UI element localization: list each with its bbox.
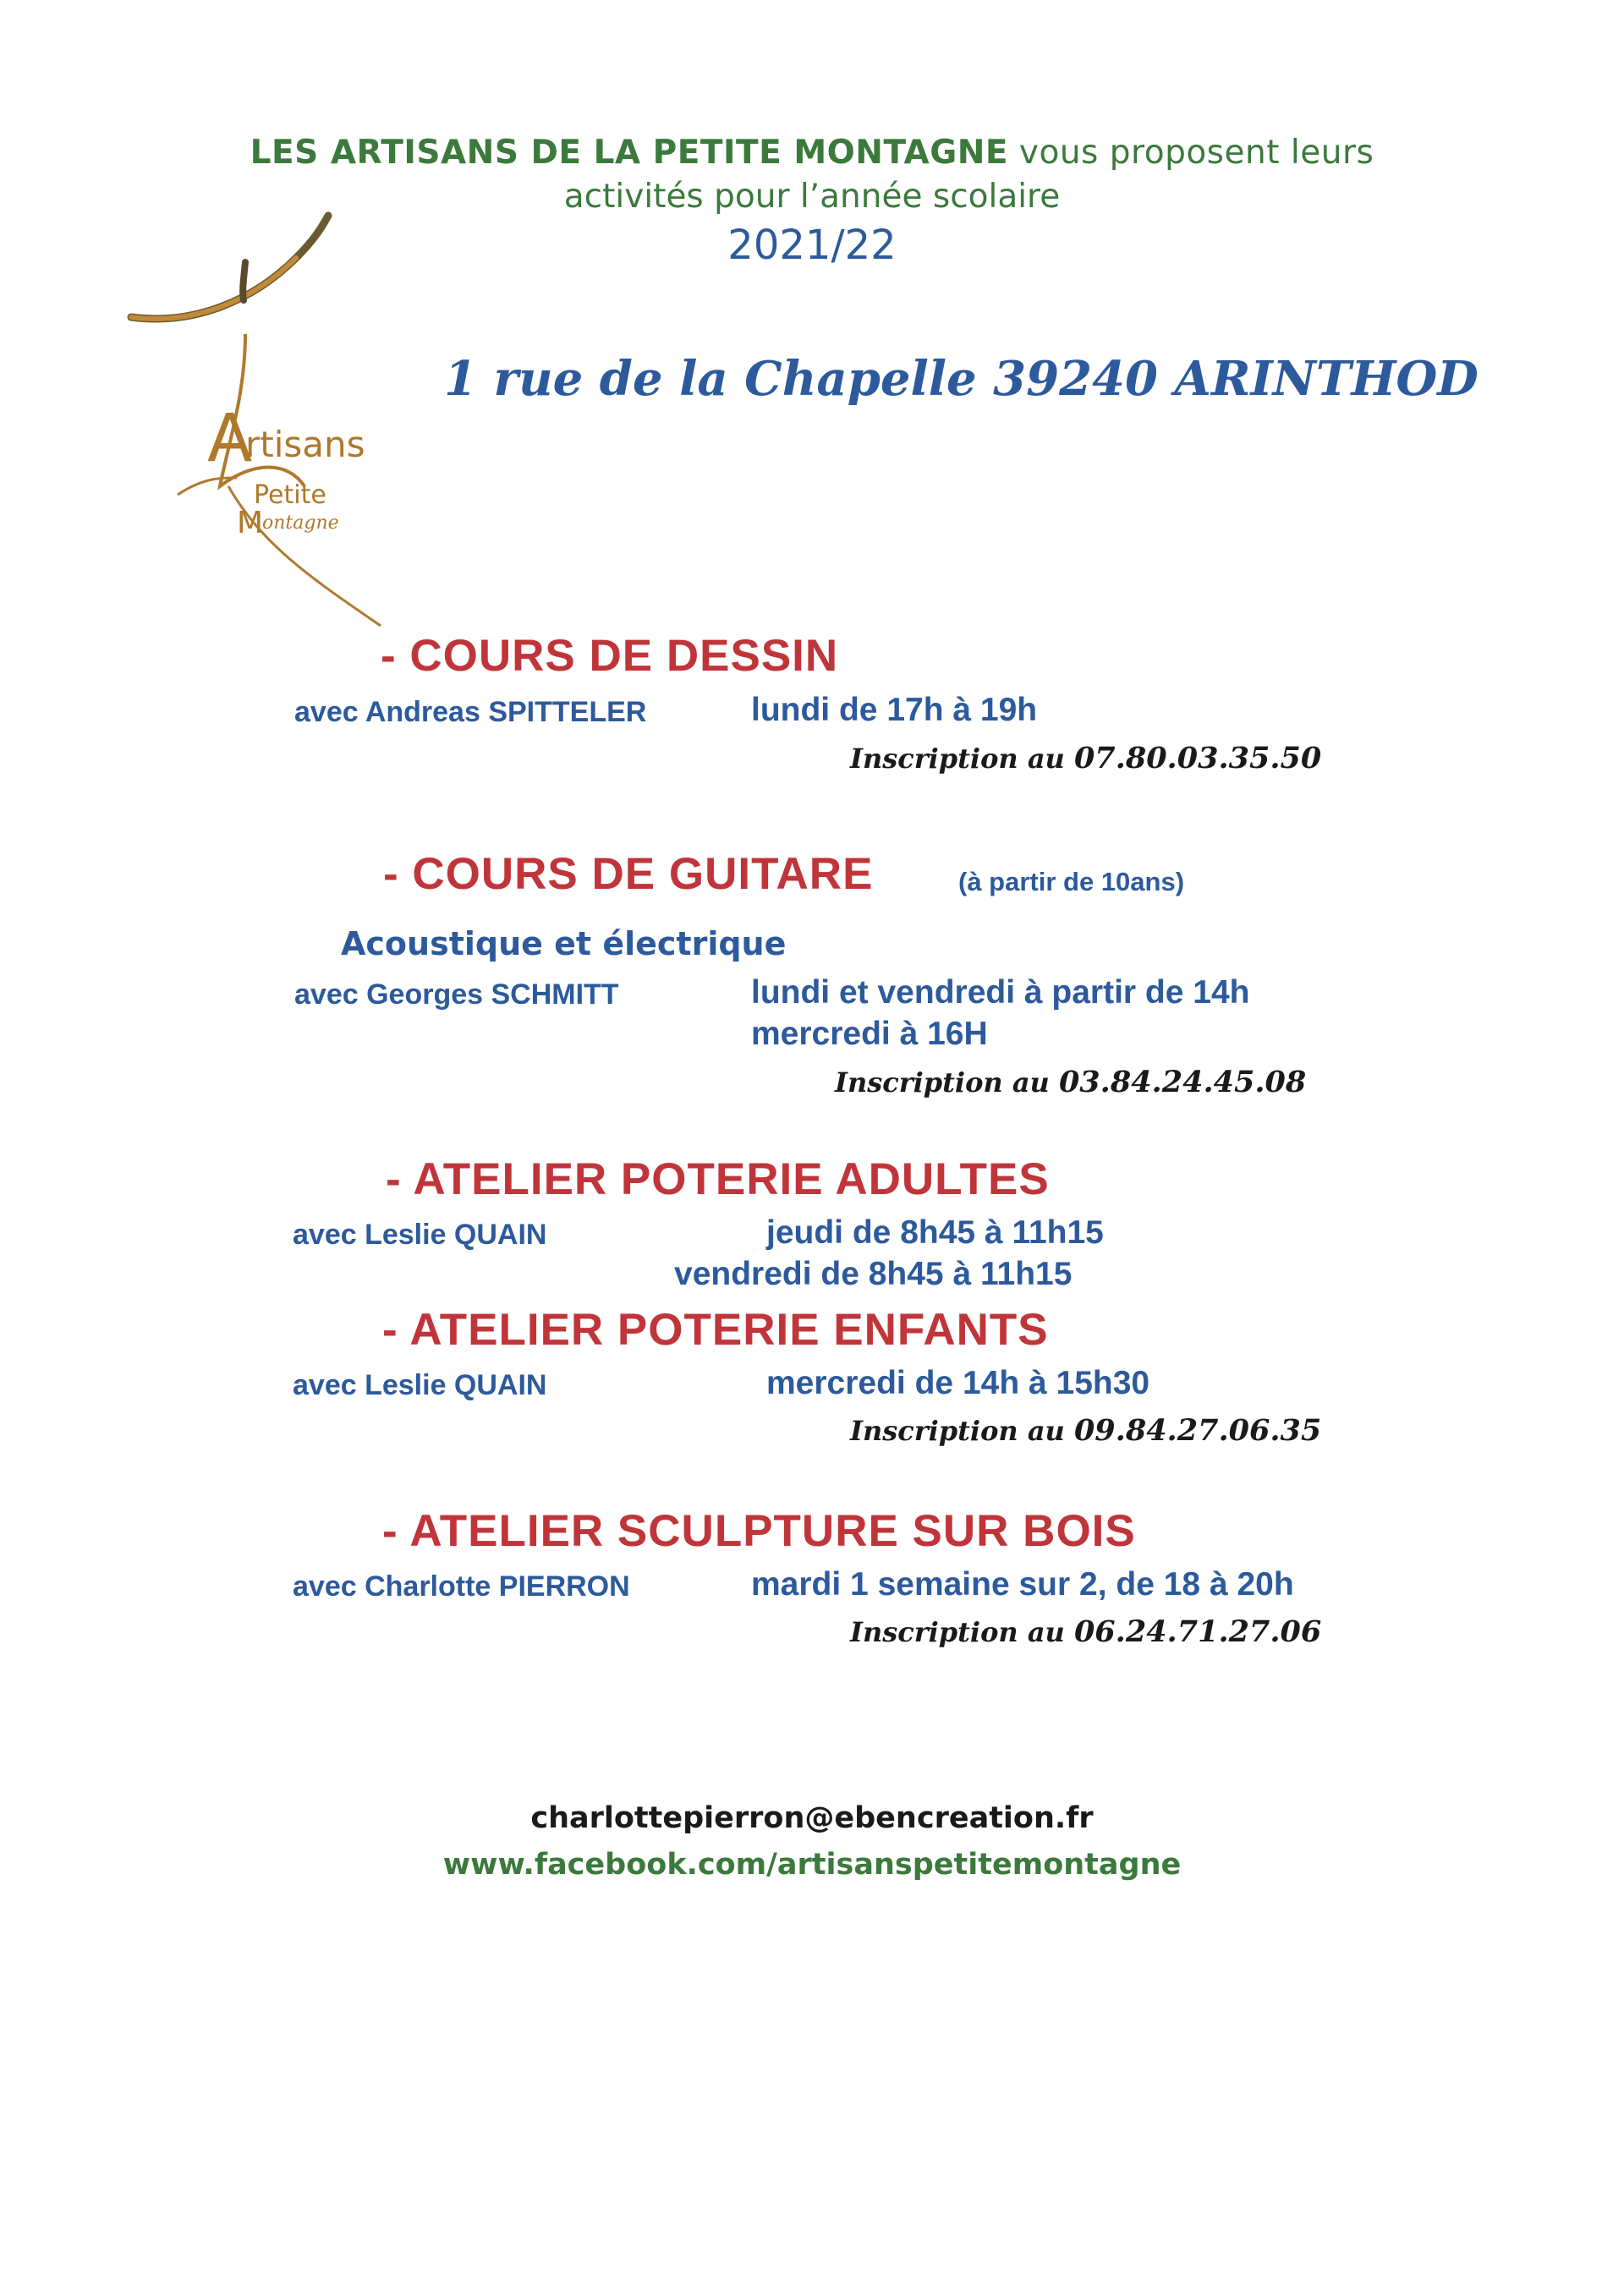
phone-dessin: 07.80.03.35.50 [1073,741,1322,775]
logo-initial-m: M [237,506,264,540]
inscription-label: Inscription au [835,1066,1059,1099]
section-title-sculpture: - ATELIER SCULPTURE SUR BOIS [382,1506,1136,1556]
schedule-dessin: lundi de 17h à 19h [751,692,1038,728]
footer-facebook-link[interactable]: www.facebook.com/artisanspetitemontagne [442,1848,1182,1882]
footer-email[interactable]: charlottepierron@ebencreation.fr [530,1801,1094,1835]
inscription-guitare [835,1065,1306,1099]
schedule-guitare-2: mercredi à 16H [751,1016,988,1052]
teacher-guitare: avec Georges SCHMITT [294,978,619,1011]
org-name: LES ARTISANS DE LA PETITE MONTAGNE [250,134,1008,172]
section-title-poterie-adultes: - ATELIER POTERIE ADULTES [386,1154,1050,1204]
note-guitare: (à partir de 10ans) [958,867,1185,896]
schedule-poterie-enfants: mercredi de 14h à 15h30 [766,1365,1150,1401]
phone-sculpture: 06.24.71.27.06 [1073,1614,1322,1649]
section-title-poterie-enfants: - ATELIER POTERIE ENFANTS [382,1305,1049,1355]
logo-word-petite: Petite [254,480,326,510]
header-line-1 [0,134,1624,172]
inscription-sculpture [850,1614,1321,1649]
schedule-sculpture: mardi 1 semaine sur 2, de 18 à 20h [751,1566,1294,1603]
teacher-poterie-enfants: avec Leslie QUAIN [293,1369,547,1401]
inscription-label: Inscription au [850,1415,1074,1447]
teacher-dessin: avec Andreas SPITTELER [294,696,647,728]
schedule-poterie-adultes-1: jeudi de 8h45 à 11h15 [766,1214,1104,1251]
inscription-dessin [850,741,1321,775]
address: 1 rue de la Chapelle 39240 ARINTHOD [444,351,1479,407]
school-year: 2021/22 [727,222,897,269]
schedule-guitare-1: lundi et vendredi à partir de 14h [751,974,1250,1011]
logo-word-montagne: ontagne [262,512,339,534]
section-title-guitare: - COURS DE GUITARE [383,849,874,899]
phone-poterie: 09.84.27.06.35 [1073,1413,1322,1448]
schedule-poterie-adultes-2: vendredi de 8h45 à 11h15 [674,1256,1073,1292]
subtitle-guitare: Acoustique et électrique [341,925,787,962]
header-line-2: activités pour l’année scolaire [563,178,1061,216]
teacher-sculpture: avec Charlotte PIERRON [293,1570,630,1603]
inscription-label: Inscription au [850,1616,1074,1648]
inscription-poterie [850,1413,1321,1448]
section-title-dessin: - COURS DE DESSIN [381,631,839,681]
inscription-label: Inscription au [850,743,1074,775]
header-line-1-rest: vous proposent leurs [1008,134,1374,172]
logo-word-artisans: rtisans [245,424,365,465]
phone-guitare: 03.84.24.45.08 [1058,1065,1307,1099]
logo-initial-a: A [207,401,253,477]
artisans-logo [127,207,406,630]
teacher-poterie-adultes: avec Leslie QUAIN [293,1219,547,1251]
